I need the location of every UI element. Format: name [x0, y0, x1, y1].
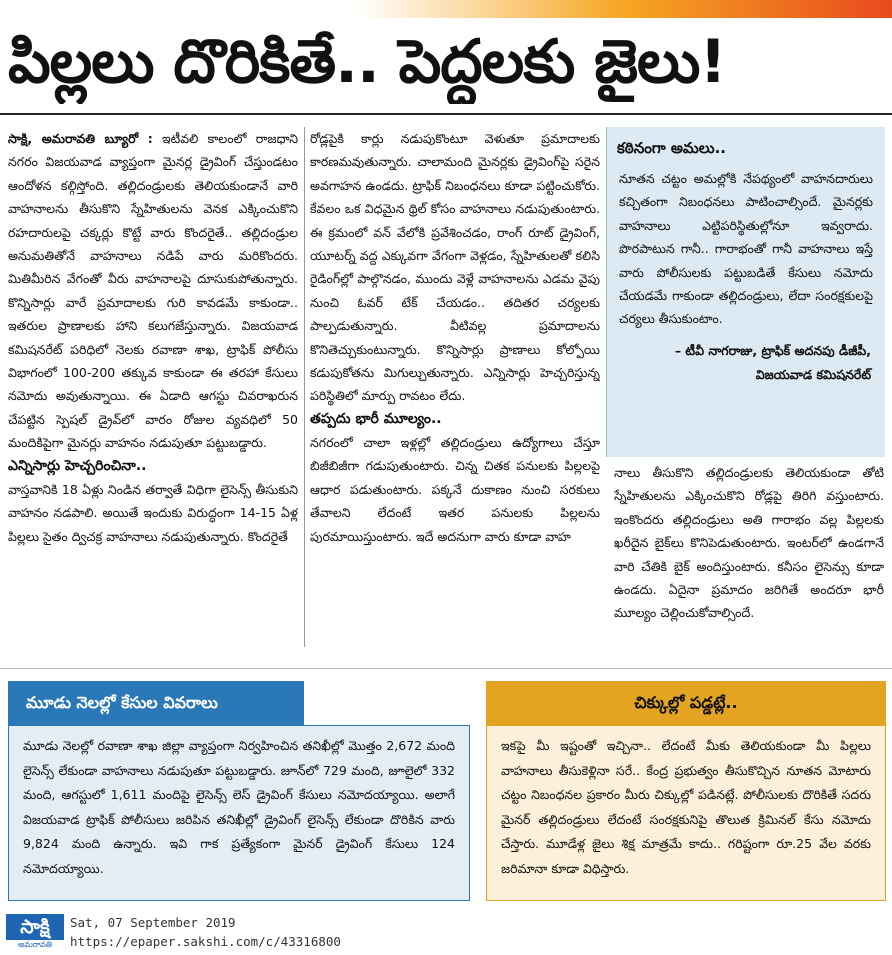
trouble-box — [486, 725, 886, 901]
dateline: సాక్షి, అమరావతి బ్యూరో : — [8, 131, 153, 146]
column3-para: నాలు తీసుకొని తల్లిదండ్రులకు తెలియకుండా తోటి స్నేహితులను ఎక్కించుకొని రోడ్లపై తిరిగి వస్తుంటారు. ఇంకొందరు తల్లిదండ్రులు అతి గారాభం వల్ల పిల్లలకు ఖరీదైన బైక్‌లు కొనిపెడుతుంటారు. ఇంటర్‌లో ఉండగానే వారి చేతికి బైక్ అందిస్తుంటారు. కనీసం లైసెన్సు కూడా ఉండదు. ఏదైనా ప్రమాదం జరిగితే అందరూ భారీ మూల్యం చెల్లించుకోవాల్సిందే. — [614, 465, 884, 621]
article-column-1 — [8, 127, 298, 647]
sidebox-text: నూతన చట్టం అమల్లోకి నేపథ్యంలో వాహనదారులు కచ్చితంగా నిబంధనలు పాటించాల్సిందే. మైనర్లకు వాహనాలు ఎట్టిపరిస్థితుల్లోనూ ఇవ్వరాదు. పొరపాటున గానీ.. గారాభంతో గానీ వాహనాలు ఇస్తే వారు పోలీసులకు పట్టుబడితే కేసులు నమోదు చేయడమే గాకుండా తల్లిదండ్రులు, లేదా సంరక్షకులపై చర్యలు తీసుకుంటాం. — [619, 171, 873, 327]
column1-para2: వాస్తవానికి 18 ఏళ్లు నిండిన తర్వాతే విధిగా లైసెన్స్ తీసుకుని వాహనం నడపాలి. అయితే ఇందుకు విరుద్ధంగా 14-15 ఏళ్ల పిల్లలు సైతం ద్విచక్ర వాహనాలు నడుపుతున్నారు. కొందరైతే — [8, 481, 298, 544]
column1-subhead: ఎన్నిసార్లు హెచ్చరించినా.. — [8, 457, 147, 474]
attribution-line-2: విజయవాడ కమిషనరేట్ — [755, 366, 871, 382]
cases-box — [8, 725, 470, 901]
top-color-bar — [0, 0, 892, 18]
sidebox-attribution — [621, 339, 871, 387]
cases-box-text: మూడు నెలల్లో రవాణా శాఖ జిల్లా వ్యాప్తంగా నిర్వహించిన తనిఖీల్లో మొత్తం 2,672 మంది లైసెన్స్ లేకుండా వాహనాలు నడుపుతూ పట్టుబడ్డారు. జూన్‌లో 729 మంది, జూలైలో 332 మంది, ఆగస్టులో 1,611 మందిపై లైసెన్స్ లెస్ డ్రైవింగ్ కేసులు నమోదయ్యాయి. అలాగే విజయవాడ ట్రాఫిక్ పోలీసులు జరిపిన తనిఖీల్లో డ్రైవింగ్ లైసెన్స్ లేకుండా దొరికిన వారు 9,824 మంది ఉన్నారు. ఇవి గాక ప్రత్యేకంగా మైనర్ డ్రైవింగ్ కేసులు 124 నమోదయ్యాయి. — [23, 738, 455, 876]
logo-subtext: అమరావతి — [17, 940, 53, 949]
quote-sidebox — [606, 127, 885, 457]
column1-para1 — [8, 127, 298, 455]
logo-text: సాక్షి — [6, 914, 64, 940]
attribution-line-1: – టీవీ నాగరాజు, ట్రాఫిక్ అదనపు డీజీపీ, — [674, 342, 871, 358]
epaper-link[interactable]: https://epaper.sakshi.com/c/43316800 — [70, 934, 341, 949]
column2-para2: నగరంలో చాలా ఇళ్లల్లో తల్లిదండ్రులు ఉద్యోగాలు చేస్తూ బిజీబిజీగా గడుపుతుంటారు. చిన్న చితక పనులకు పిల్లలపై ఆధార పడుతుంటారు. పక్కనే దుకాణం నుంచి సరకులు తేవాలని లేదంటే ఇతర పనులకు పిల్లలను పురమాయిస్తుంటారు. ఇదే అదనుగా వారు కూడా వాహ — [310, 434, 600, 544]
trouble-box-text: ఇకపై మీ ఇష్టంతో ఇచ్చినా.. లేదంటే మీకు తెలియకుండా మీ పిల్లలు వాహనాలు తీసుకెళ్లినా సరే.. కేంద్ర ప్రభుత్వం తీసుకొచ్చిన నూతన మోటారు చట్టం నిబంధనల ప్రకారం మీరు చిక్కుల్లో పడినట్లే. పోలీసులకు దొరికితే సదరు మైనర్ తల్లిదండ్రులు లేదంటే సంరక్షకునిపై తొలుత క్రిమినల్ కేసు నమోదు చేస్తారు. మూడేళ్ల జైలు శిక్ష మాత్రమే కాదు.. గరిష్టంగా రూ.25 వేల వరకు జరిమానా కూడా విధిస్తారు. — [501, 738, 871, 876]
sakshi-logo — [6, 914, 64, 950]
column2-subhead: తప్పదు భారీ మూల్యం.. — [310, 410, 442, 427]
footer — [0, 912, 892, 955]
section-rule — [0, 668, 892, 669]
headline-rule — [0, 113, 892, 115]
column2-para1: రోడ్లపైకి కార్లు నడుపుకొంటూ వెళుతూ ప్రమాదాలకు కారణమవుతున్నారు. చాలామంది మైనర్లకు డ్రైవింగ్‌పై సరైన అవగాహన ఉండదు. ట్రాఫిక్ నిబంధనలు కూడా పట్టించుకోరు. కేవలం ఒక విధమైన థ్రిల్ కోసం వాహనాలు నడుపుతుంటారు. ఈ క్రమంలో వన్ వేలోకి ప్రవేశించడం, రాంగ్ రూట్ డ్రైవింగ్, యూటర్న్ వద్ద ఎక్కువగా వేగంగా వెళ్లడం, స్నేహితులతో కలిసి రైడింగ్‌ల్లో పాల్గొనడం, ముందు వెళ్లే వాహనాలను ఎడమ వైపు నుంచి ఓవర్ టేక్ చేయడం.. తదితర చర్యలకు పాల్పడుతున్నారు. వీటివల్ల ప్రమాదాలను కొనితెచ్చుకుంటున్నారు. కొన్నిసార్లు ప్రాణాలు కోల్పోయి కడుపుకోతను మిగుల్చుతున్నారు. ఎన్నిసార్లు హెచ్చరిస్తున్న పరిస్థితిలో మార్పు రావటం లేదు. — [310, 131, 600, 404]
edition-date: Sat, 07 September 2019 — [70, 915, 236, 930]
trouble-box-title: చిక్కుల్లో పడ్డట్లే.. — [486, 681, 886, 725]
sidebox-title: కఠినంగా అమలు.. — [617, 139, 726, 157]
column1-para1-text: ఇటీవలి కాలంలో రాజధాని నగరం విజయవాడ వ్యాప్తంగా మైనర్ల డ్రైవింగ్ చేస్తుండటం ఆందోళన కల్గిస్తోంది. తల్లిదండ్రులకు తెలియకుండానే వారి వాహనాలను తీసుకొని స్నేహితులను వెనక ఎక్కించుకొని రహదారులపై చక్కర్లు కొట్టే వారు కొందరైతే.. తల్లిదండ్రుల అనుమతితోనే వాహనాలు నడిపే వారు మరికొందరు. మితిమీరిన వేగంతో వీరు వాహనాలపై దూసుకుపోతున్నారు. కొన్నిసార్లు వారే ప్రమాదాలకు గురి కావడమే కాకుండా.. ఇతరుల ప్రాణాలకు హాని కలుగజేస్తున్నారు. విజయవాడ కమిషనరేట్ పరిధిలో నెలకు రవాణా శాఖ, ట్రాఫిక్ పోలీసు విభాగంలో 100-200 తక్కువ కాకుండా ఈ తరహా కేసులు నమోదు అవుతున్నాయి. ఈ ఏడాది ఆగస్టు చివరాఖరున చేపట్టిన స్పెషల్ డ్రైవ్‌లో వారం రోజుల వ్యవధిలో 50 మందికిపైగా మైనర్లు వాహనం నడుపుతూ పట్టుబడ్డారు. — [8, 131, 298, 451]
article-column-3 — [614, 461, 884, 651]
article-column-2 — [310, 127, 600, 647]
cases-box-title: మూడు నెలల్లో కేసుల వివరాలు — [8, 681, 304, 725]
headline: పిల్లలు దొరికితే.. పెద్దలకు జైలు! — [8, 27, 726, 97]
column-divider — [304, 127, 305, 647]
